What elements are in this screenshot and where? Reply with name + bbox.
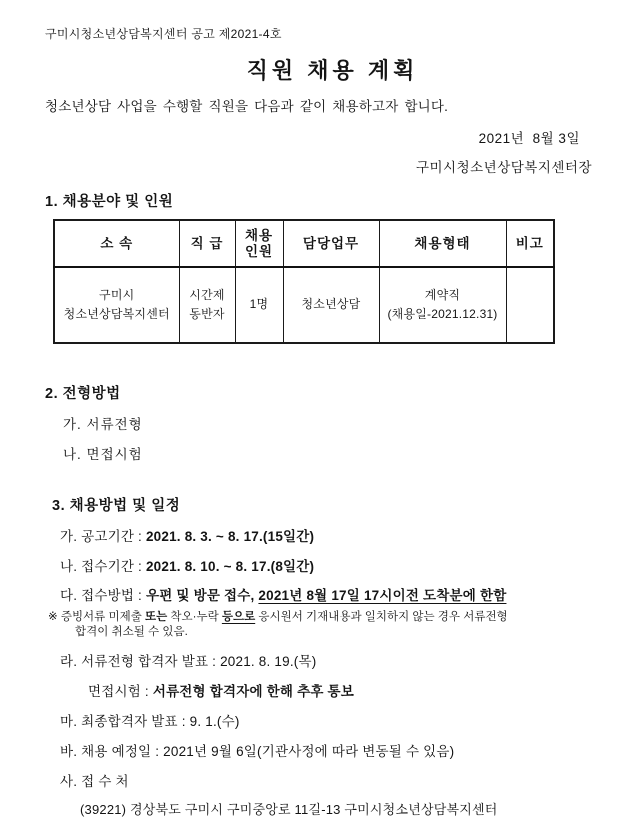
item-a-value: 2021. 8. 3. ~ 8. 17.(15일간) (145, 529, 315, 544)
column-header-count-line2: 인원 (244, 243, 274, 259)
section3-item-a (60, 525, 592, 545)
section3-item-b (60, 555, 592, 575)
note-bold1: 또는 (145, 611, 168, 623)
cell-count: 1명 (235, 267, 283, 343)
item-c-deadline: 2021년 8월 17일 17시이전 도착분에 한함 (258, 588, 507, 603)
table-header-row (54, 220, 554, 267)
item-d-sub-label: 면접시험 : (88, 683, 153, 699)
section2-item-a: 가. 서류전형 (63, 417, 143, 432)
section3-item-f: 바. 채용 예정일 : 2021년 9월 6일(기관사정에 따라 변동될 수 있음) (60, 743, 455, 759)
cell-type (379, 267, 506, 343)
reception-address: (39221) 경상북도 구미시 구미중앙로 11길-13 구미시청소년상담복지센터 (80, 801, 498, 817)
intro-text: 청소년상담 사업을 수행할 직원을 다음과 같이 채용하고자 합니다. (45, 99, 449, 114)
section3-note-line1 (48, 610, 592, 625)
signer-title: 구미시청소년상담복지센터장 (415, 160, 592, 175)
section3-item-d-sub (88, 680, 592, 700)
column-header-count (235, 220, 283, 267)
section3-item-e: 마. 최종합격자 발표 : 9. 1.(수) (60, 713, 240, 729)
cell-note (506, 267, 554, 343)
section1-heading: 1. 채용분야 및 인원 (45, 194, 174, 210)
column-header-count-line1: 채용 (244, 227, 274, 243)
announcement-date: 2021년 8월 3일 (478, 131, 580, 146)
item-d-sub-value: 서류전형 합격자에 한해 추후 통보 (152, 683, 355, 699)
cell-type-line1: 계약직 (424, 287, 461, 302)
note-bold2: 등으로 (221, 611, 256, 623)
section3-item-d: 라. 서류전형 합격자 발표 : 2021. 8. 19.(목) (60, 653, 317, 669)
column-header-affiliation: 소 속 (54, 220, 179, 267)
notice-number: 구미시청소년상담복지센터 공고 제2021-4호 (45, 27, 282, 41)
column-header-rank: 직 급 (179, 220, 235, 267)
cell-rank-line2: 동반자 (189, 307, 225, 321)
note-marker: ※ (48, 611, 61, 623)
cell-duty: 청소년상담 (283, 267, 379, 343)
cell-rank-line1: 시간제 (189, 287, 225, 302)
cell-affiliation-line2: 청소년상담복지센터 (63, 307, 170, 321)
cell-type-line2: (채용일-2021.12.31) (387, 307, 498, 321)
section2-heading: 2. 전형방법 (45, 386, 121, 402)
section3-item-c (60, 584, 592, 604)
cell-affiliation (54, 267, 179, 343)
section3-item-g: 사. 접 수 처 (60, 773, 129, 789)
note-part1: 증빙서류 미제출 (60, 611, 145, 623)
item-a-label: 가. 공고기간 : (60, 529, 146, 544)
item-c-value: 우편 및 방문 접수, (145, 588, 259, 603)
item-b-value: 2021. 8. 10. ~ 8. 17.(8일간) (145, 559, 315, 574)
page-title: 직원 채용 계획 (246, 58, 419, 83)
column-header-type: 채용형태 (379, 220, 506, 267)
item-b-label: 나. 접수기간 : (60, 559, 146, 574)
recruitment-table (53, 219, 555, 344)
note-part3: 응시원서 기재내용과 일치하지 않는 경우 서류전형 (255, 611, 508, 623)
column-header-note: 비고 (506, 220, 554, 267)
section3-note-line2: 합격이 취소될 수 있음. (75, 625, 188, 638)
table-row (54, 267, 554, 343)
note-part2: 착오·누락 (167, 611, 222, 623)
section3-heading: 3. 채용방법 및 일정 (52, 498, 181, 514)
column-header-duty: 담당업무 (283, 220, 379, 267)
cell-rank (179, 267, 235, 343)
cell-affiliation-line1: 구미시 (99, 287, 135, 302)
section2-item-b: 나. 면접시험 (63, 447, 143, 462)
item-c-label: 다. 접수방법 : (60, 588, 146, 603)
